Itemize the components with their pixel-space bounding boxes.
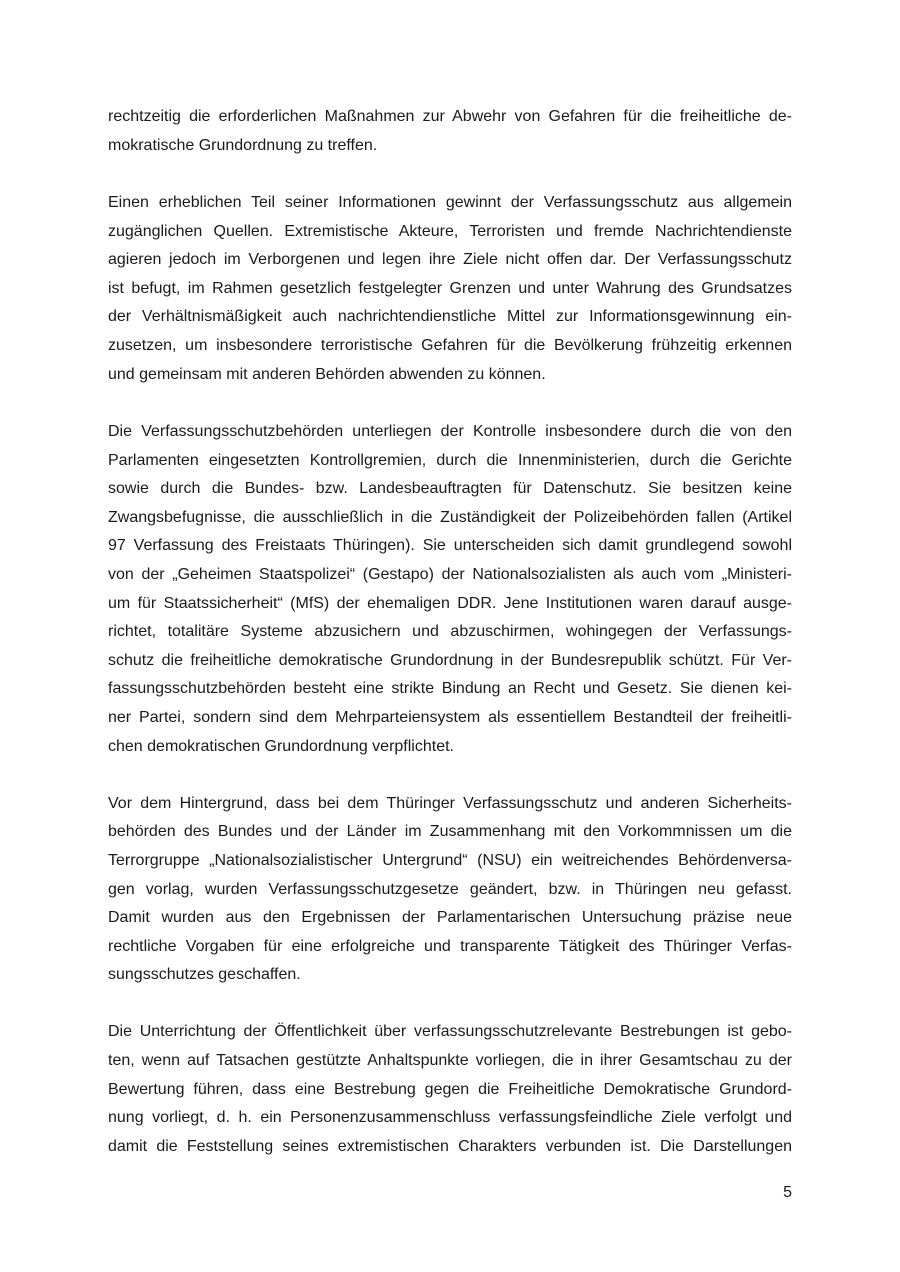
paragraph-2-line-6: zusetzen, um insbesondere terroristische Gefahren für die Bevölkerung frühzeitig erkennen xyxy=(108,337,792,354)
paragraph-4-line-1: Vor dem Hintergrund, dass bei dem Thüringer Verfassungsschutz und anderen Sicherheits- xyxy=(108,795,792,812)
paragraph-3-line-7: um für Staatssicherheit“ (MfS) der ehemaligen DDR. Jene Institutionen waren darauf ausge- xyxy=(108,595,792,612)
paragraph-4-line-6: rechtliche Vorgaben für eine erfolgreiche und transparente Tätigkeit des Thüringer Verfas- xyxy=(108,938,792,955)
paragraph-3-line-6: von der „Geheimen Staatspolizei“ (Gestapo) der Nationalsozialisten als auch vom „Ministeri- xyxy=(108,566,792,583)
paragraph-2-line-5: der Verhältnismäßigkeit auch nachrichtendienstliche Mittel zur Informationsgewinnung ein- xyxy=(108,308,792,325)
paragraph-5-line-1: Die Unterrichtung der Öffentlichkeit über verfassungsschutzrelevante Bestrebungen ist gebo- xyxy=(108,1023,792,1040)
paragraph-2-line-3: agieren jedoch im Verborgenen und legen ihre Ziele nicht offen dar. Der Verfassungsschutz xyxy=(108,251,792,268)
paragraph-4-line-4: gen vorlag, wurden Verfassungsschutzgesetze geändert, bzw. in Thüringen neu gefasst. xyxy=(108,881,792,898)
paragraph-3-line-3: sowie durch die Bundes- bzw. Landesbeauftragten für Datenschutz. Sie besitzen keine xyxy=(108,480,792,497)
paragraph-3-line-5: 97 Verfassung des Freistaats Thüringen). Sie unterscheiden sich damit grundlegend sowohl xyxy=(108,537,792,554)
paragraph-4-line-2: behörden des Bundes und der Länder im Zusammenhang mit den Vorkommnissen um die xyxy=(108,823,792,840)
paragraph-3-line-8: richtet, totalitäre Systeme abzusichern und abzuschirmen, wohingegen der Verfassungs- xyxy=(108,623,792,640)
paragraph-2-line-1: Einen erheblichen Teil seiner Informationen gewinnt der Verfassungsschutz aus allgemein xyxy=(108,194,792,211)
paragraph-3-line-12: chen demokratischen Grundordnung verpflichtet. xyxy=(108,738,454,755)
paragraph-4-line-7: sungsschutzes geschaffen. xyxy=(108,966,301,983)
paragraph-2-line-4: ist befugt, im Rahmen gesetzlich festgelegter Grenzen und unter Wahrung des Grundsatzes xyxy=(108,280,792,297)
paragraph-5-line-3: Bewertung führen, dass eine Bestrebung gegen die Freiheitliche Demokratische Grundord- xyxy=(108,1081,792,1098)
paragraph-4-line-3: Terrorgruppe „Nationalsozialistischer Untergrund“ (NSU) ein weitreichendes Behördenversa- xyxy=(108,852,792,869)
paragraph-5-line-4: nung vorliegt, d. h. ein Personenzusammenschluss verfassungsfeindliche Ziele verfolgt und xyxy=(108,1109,792,1126)
paragraph-2-line-2: zugänglichen Quellen. Extremistische Akteure, Terroristen und fremde Nachrichtendienste xyxy=(108,223,792,240)
paragraph-3-line-2: Parlamenten eingesetzten Kontrollgremien, durch die Innenministerien, durch die Gerichte xyxy=(108,452,792,469)
paragraph-3-line-11: ner Partei, sondern sind dem Mehrparteiensystem als essentiellem Bestandteil der freiheitli- xyxy=(108,709,792,726)
paragraph-3-line-1: Die Verfassungsschutzbehörden unterliegen der Kontrolle insbesondere durch die von den xyxy=(108,423,792,440)
paragraph-3-line-4: Zwangsbefugnisse, die ausschließlich in die Zuständigkeit der Polizeibehörden fallen (Artikel xyxy=(108,509,792,526)
paragraph-1-line-1: rechtzeitig die erforderlichen Maßnahmen zur Abwehr von Gefahren für die freiheitliche de- xyxy=(108,108,792,125)
paragraph-3-line-10: fassungsschutzbehörden besteht eine strikte Bindung an Recht und Gesetz. Sie dienen kei- xyxy=(108,680,792,697)
paragraph-2-line-7: und gemeinsam mit anderen Behörden abwenden zu können. xyxy=(108,366,546,383)
paragraph-3-line-9: schutz die freiheitliche demokratische Grundordnung in der Bundesrepublik schützt. Für Ver- xyxy=(108,652,792,669)
paragraph-5-line-2: ten, wenn auf Tatsachen gestützte Anhaltspunkte vorliegen, die in ihrer Gesamtschau zu der xyxy=(108,1052,792,1069)
page-number: 5 xyxy=(783,1184,792,1201)
paragraph-4-line-5: Damit wurden aus den Ergebnissen der Parlamentarischen Untersuchung präzise neue xyxy=(108,909,792,926)
paragraph-5-line-5: damit die Feststellung seines extremistischen Charakters verbunden ist. Die Darstellungen xyxy=(108,1138,792,1155)
paragraph-1-line-2: mokratische Grundordnung zu treffen. xyxy=(108,137,378,154)
